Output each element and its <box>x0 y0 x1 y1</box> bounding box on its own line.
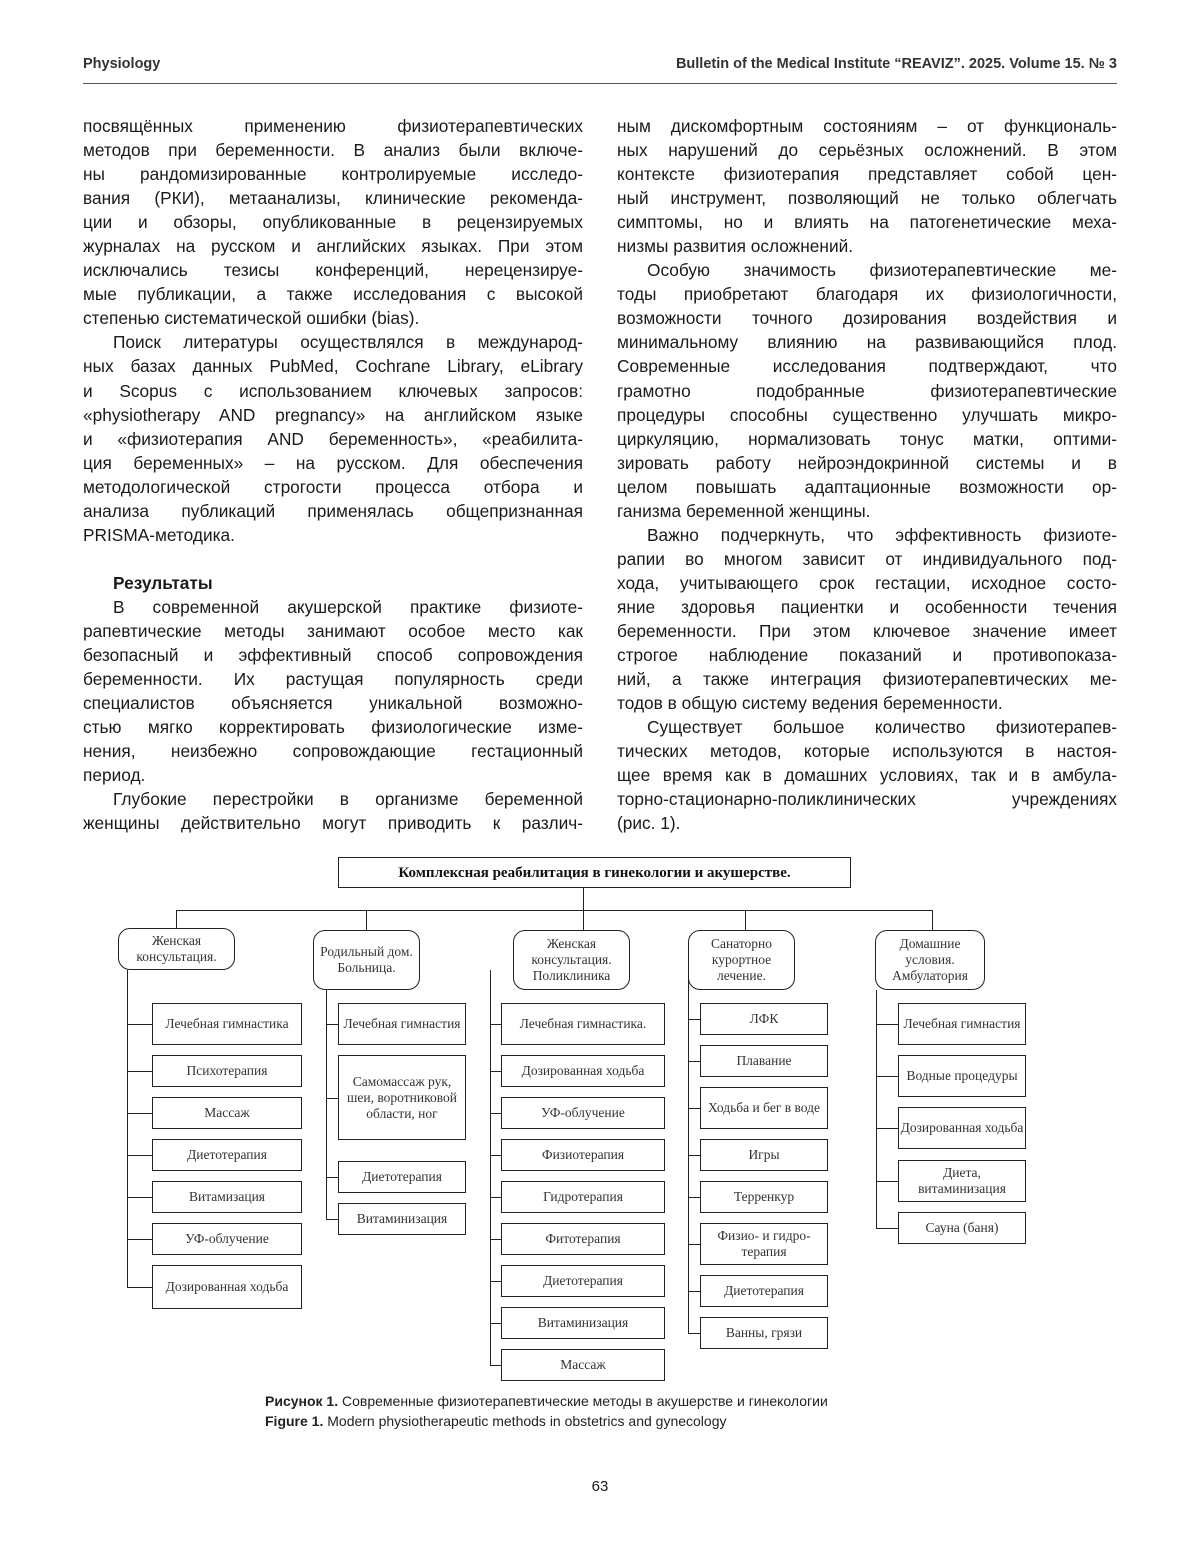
connector-line <box>876 990 877 1228</box>
text-line: циркуляцию, нормализовать тонус матки, оптими- <box>617 428 1117 449</box>
method-box: Диетотерапия <box>338 1161 466 1193</box>
connector-line <box>127 970 128 1287</box>
text-line: рапии во многом зависит от индивидуального под- <box>617 548 1117 569</box>
text-line: целом повышать адаптационные возможности ор- <box>617 476 1117 497</box>
method-box: Физиотерапия <box>501 1139 665 1171</box>
text-line: возможности точного дозирования воздействия и <box>617 308 1117 329</box>
connector-line <box>326 1177 338 1178</box>
text-line: Важно подчеркнуть, что эффективность физиоте- <box>647 524 1117 545</box>
text-line: зировать работу нейроэндокринной системы и в <box>617 452 1117 473</box>
text-line: (рис. 1). <box>617 813 681 834</box>
method-box: Массаж <box>152 1097 302 1129</box>
connector-line <box>876 1024 898 1025</box>
connector-line <box>876 1228 898 1229</box>
method-box: ЛФК <box>700 1003 828 1035</box>
connector-line <box>490 1281 501 1282</box>
connector-line <box>127 1287 152 1288</box>
right-text-column <box>617 114 1117 835</box>
method-box: Витаминизация <box>338 1203 466 1235</box>
text-line: ция беременных» – на русском. Для обеспечения <box>83 452 583 473</box>
connector-line <box>127 1071 152 1072</box>
text-line: «physiotherapy AND pregnancy» на английском языке <box>83 404 583 425</box>
text-line: торно-стационарно-поликлинических учреждениях <box>617 789 1117 810</box>
method-box: Терренкур <box>700 1181 828 1213</box>
diagram-title-box: Комплексная реабилитация в гинекологии и акушерстве. <box>338 857 851 888</box>
method-box: Массаж <box>501 1349 665 1381</box>
method-box: Плавание <box>700 1045 828 1077</box>
text-line: яние здоровья пациентки и особенности течения <box>617 596 1117 617</box>
method-box: Витаминизация <box>501 1307 665 1339</box>
text-line: PRISMA-методика. <box>83 524 235 545</box>
method-box: УФ-облучение <box>501 1097 665 1129</box>
header-rule <box>83 83 1117 84</box>
text-line: симптомы, но и влиять на патогенетические меха- <box>617 212 1117 233</box>
connector-line <box>583 888 584 910</box>
text-line: тических методов, которые используются в настоя- <box>617 741 1117 762</box>
connector-line <box>127 1197 152 1198</box>
text-line: тодов в общую систему ведения беременности. <box>617 693 1003 714</box>
connector-line <box>366 910 367 930</box>
text-line: ний, а также интеграция физиотерапевтических ме- <box>617 669 1117 690</box>
connector-line <box>876 1128 898 1129</box>
method-box: Ванны, грязи <box>700 1317 828 1349</box>
text-line: беременности. Их растущая популярность среди <box>83 669 583 690</box>
text-line: методов при беременности. В анализ были включе- <box>83 140 583 161</box>
text-line: анализа публикаций применялась общепризнанная <box>83 500 583 521</box>
connector-line <box>326 1219 338 1220</box>
branch-header-box: Родильный дом. Больница. <box>313 930 420 990</box>
connector-line <box>745 910 746 930</box>
connector-line <box>876 1076 898 1077</box>
text-line: В современной акушерской практике физиоте- <box>113 596 583 617</box>
connector-line <box>688 1019 700 1020</box>
connector-line <box>688 1244 700 1245</box>
left-text-column <box>83 114 583 835</box>
method-box: Диетотерапия <box>501 1265 665 1297</box>
connector-line <box>176 910 177 928</box>
connector-line <box>326 1024 338 1025</box>
connector-line <box>490 1155 501 1156</box>
connector-line <box>583 910 584 930</box>
text-line: период. <box>83 765 146 786</box>
text-line: низмы развития осложнений. <box>617 236 854 257</box>
branch-header-box: Женская консультация. <box>118 928 235 970</box>
method-box: Самомассаж рук, шеи, воротниковой области, ног <box>338 1055 466 1140</box>
section-heading: Результаты <box>113 572 213 593</box>
text-line: вания (РКИ), метаанализы, клинические рекоменда- <box>83 188 583 209</box>
method-box: Дозированная ходьба <box>152 1265 302 1309</box>
method-box: Гидротерапия <box>501 1181 665 1213</box>
connector-line <box>490 1197 501 1198</box>
text-line: степенью систематической ошибки (bias). <box>83 308 420 329</box>
method-box: Физио- и гидро-терапия <box>700 1223 828 1265</box>
text-line: посвящённых применению физиотерапевтических <box>83 116 583 136</box>
connector-line <box>688 1155 700 1156</box>
branch-header-box: Женская консультация. Поликлиника <box>513 930 630 990</box>
method-box: Игры <box>700 1139 828 1171</box>
text-line: контексте физиотерапия представляет собой цен- <box>617 164 1117 185</box>
text-line: Особую значимость физиотерапевтические ме- <box>647 260 1117 281</box>
connector-line <box>490 1071 501 1072</box>
method-box: Диетотерапия <box>152 1139 302 1171</box>
text-line: женщины действительно могут приводить к различ- <box>83 813 583 834</box>
branch-header-box: Санаторно курортное лечение. <box>688 930 795 990</box>
connector-line <box>688 1061 700 1062</box>
text-line: мые публикации, а также исследования с высокой <box>83 284 583 305</box>
text-line: грамотно подобранные физиотерапевтические <box>617 380 1117 401</box>
method-box: УФ-облучение <box>152 1223 302 1255</box>
method-box: Витамизация <box>152 1181 302 1213</box>
text-line: и «физиотерапия AND беременность», «реабилита- <box>83 428 583 449</box>
connector-line <box>688 1333 700 1334</box>
page-number: 63 <box>591 1478 609 1495</box>
connector-line <box>688 970 689 1333</box>
running-header-journal: Bulletin of the Medical Institute “REAVIZ”. 2025. Volume 15. № 3 <box>675 56 1117 72</box>
method-box: Лечебная гимнастия <box>338 1003 466 1045</box>
connector-line <box>490 1113 501 1114</box>
text-line: стью мягко корректировать физиологические изме- <box>83 717 583 738</box>
text-line: безопасный и эффективный способ сопровождения <box>83 645 583 666</box>
connector-line <box>932 910 933 930</box>
method-box: Лечебная гимнастика. <box>501 1003 665 1045</box>
method-box: Диетотерапия <box>700 1275 828 1307</box>
connector-line <box>127 1239 152 1240</box>
connector-line <box>490 970 491 1365</box>
text-line: минимальному влиянию на развивающийся плод. <box>617 332 1117 353</box>
method-box: Сауна (баня) <box>898 1212 1026 1244</box>
text-line: ным дискомфортным состояниям – от функциональ- <box>617 116 1117 136</box>
connector-line <box>127 1113 152 1114</box>
text-line: тоды приобретают благодаря их физиологичности, <box>617 284 1117 305</box>
text-line: строгое наблюдение показаний и противопоказа- <box>617 645 1117 666</box>
connector-line <box>490 1323 501 1324</box>
text-line: Современные исследования подтверждают, что <box>617 356 1117 377</box>
method-box: Психотерапия <box>152 1055 302 1087</box>
text-line: ных базах данных PubMed, Cochrane Library, eLibrary <box>83 356 583 377</box>
connector-line <box>688 1291 700 1292</box>
text-line: щее время как в домашних условиях, так и в амбула- <box>617 765 1117 786</box>
method-box: Лечебная гимнастия <box>898 1003 1026 1045</box>
caption-en <box>265 1413 726 1429</box>
text-line: методологической строгости процесса отбора и <box>83 476 583 497</box>
connector-line <box>326 1098 338 1099</box>
text-line: и Scopus с использованием ключевых запросов: <box>83 380 583 401</box>
text-line: беременности. При этом ключевое значение имеет <box>617 620 1117 641</box>
text-line: рапевтические методы занимают особое место как <box>83 620 583 641</box>
text-line: хода, учитывающего срок гестации, исходное состо- <box>617 572 1117 593</box>
connector-line <box>490 1024 501 1025</box>
text-line: нения, неизбежно сопровождающие гестационный <box>83 741 583 762</box>
connector-line <box>688 1197 700 1198</box>
connector-line <box>326 990 327 1219</box>
caption-ru <box>265 1393 828 1409</box>
text-line: ны рандомизированные контролируемые исследо- <box>83 164 583 185</box>
caption-en-label: Figure 1. <box>265 1413 324 1429</box>
text-line: Существует большое количество физиотерапев- <box>647 717 1117 738</box>
connector-line <box>127 1024 152 1025</box>
method-box: Ходьба и бег в воде <box>700 1087 828 1129</box>
text-line: ции и обзоры, опубликованные в рецензируемых <box>83 212 583 233</box>
method-box: Лечебная гимнастика <box>152 1003 302 1045</box>
connector-line <box>127 1155 152 1156</box>
text-line: журналах на русском и английских языках. При этом <box>83 236 583 257</box>
text-line: процедуры способны существенно улучшать микро- <box>617 404 1117 425</box>
method-box: Водные процедуры <box>898 1055 1026 1097</box>
caption-en-text: Modern physiotherapeutic methods in obstetrics and gynecology <box>323 1413 727 1429</box>
branch-header-box: Домашние условия. Амбулатория <box>875 930 985 990</box>
text-line: Глубокие перестройки в организме беременной <box>113 789 583 810</box>
method-box: Дозированная ходьба <box>501 1055 665 1087</box>
method-box: Диета, витаминизация <box>898 1160 1026 1202</box>
text-line: исключались тезисы конференций, нерецензируе- <box>83 260 583 281</box>
caption-ru-label: Рисунок 1. <box>265 1393 339 1409</box>
text-line: Поиск литературы осуществлялся в международ- <box>113 332 583 353</box>
text-line: ганизма беременной женщины. <box>617 500 871 521</box>
connector-line <box>490 1365 501 1366</box>
text-line: ный инструмент, позволяющий не только облегчать <box>617 188 1117 209</box>
method-box: Дозированная ходьба <box>898 1107 1026 1149</box>
connector-line <box>688 1108 700 1109</box>
running-header-section: Physiology <box>83 56 161 72</box>
connector-line <box>876 1181 898 1182</box>
text-line <box>83 547 583 571</box>
method-box: Фитотерапия <box>501 1223 665 1255</box>
connector-line <box>176 910 933 911</box>
connector-line <box>490 1239 501 1240</box>
caption-ru-text: Современные физиотерапевтические методы в акушерстве и гинекологии <box>338 1393 828 1409</box>
text-line: специалистов объясняется уникальной возможно- <box>83 693 583 714</box>
text-line: ных нарушений до серьёзных осложнений. В этом <box>617 140 1117 161</box>
